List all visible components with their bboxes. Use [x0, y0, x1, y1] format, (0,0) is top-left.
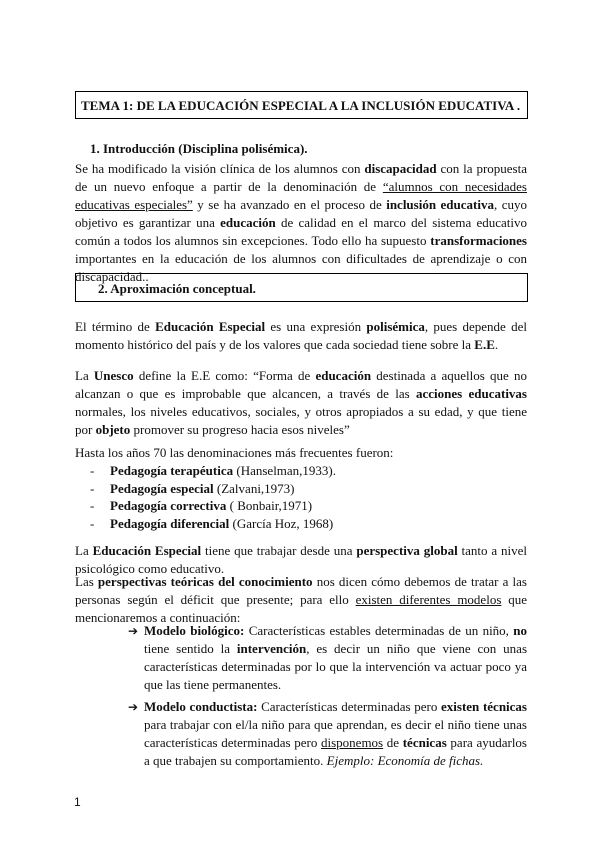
unesco-paragraph: La Unesco define la E.E como: “Forma de educación destinada a aquellos que no alcanzan o que es improbable que alcancen, a través de las acciones educativas normales, los niveles educativos, sociales, y otros apropiados a su edad, y que tiene por objeto promover su progreso hacia esos niveles” [75, 368, 527, 437]
page-number: 1 [74, 795, 81, 809]
section-2-heading-box [75, 273, 528, 302]
model-biologico: ➔ Modelo biológico: Características estables determinadas de un niño, no tiene sentido la intervención, es decir un niño que viene con unas características determinadas por lo que la intervención va actuar poco ya que las tiene permanentes. [128, 623, 527, 692]
section-1-heading: 1. Introducción (Disciplina polisémica). [90, 141, 308, 156]
theoretical-perspectives-paragraph: Las perspectivas teóricas del conocimiento nos dicen cómo debemos de tratar a las personas según el déficit que presente; para ello existen diferentes modelos que mencionaremos a continuación: [75, 574, 527, 625]
list-item: - Pedagogía terapéutica (Hanselman,1933). [90, 463, 337, 478]
list-item: - Pedagogía especial (Zalvani,1973) [90, 480, 295, 496]
denominations-intro: Hasta los años 70 las denominaciones más frecuentes fueron: [75, 445, 394, 460]
models-list [128, 622, 527, 774]
list-item: - Pedagogía correctiva ( Bonbair,1971) [90, 498, 313, 514]
definition-paragraph: El término de Educación Especial es una expresión polisémica, pues depende del momento histórico del país y de los valores que cada sociedad tiene sobre la E.E. [75, 319, 527, 352]
model-conductista: ➔ Modelo conductista: Características determinadas pero existen técnicas para trabajar con el/la niño para que aprendan, es decir el niño tiene unas características determinadas pero disponemos de técnicas para ayudarlos a que trabajen su comportamiento. Ejemplo: Economía de fichas. [128, 699, 527, 768]
denominations-list [90, 462, 336, 532]
global-perspective-paragraph: La Educación Especial tiene que trabajar desde una perspectiva global tanto a nivel psicológico como educativo. [75, 543, 527, 576]
arrow-icon: ➔ [128, 700, 139, 714]
title-box [75, 91, 528, 119]
arrow-icon: ➔ [128, 624, 139, 638]
list-item: - Pedagogía diferencial (García Hoz, 1968) [90, 515, 334, 531]
document-title: TEMA 1: DE LA EDUCACIÓN ESPECIAL A LA INCLUSIÓN EDUCATIVA . [81, 98, 521, 113]
section-2-heading: 2. Aproximación conceptual. [98, 281, 256, 296]
intro-paragraph: Se ha modificado la visión clínica de los alumnos con discapacidad con la propuesta de un nuevo enfoque a partir de la denominación de “alumnos con necesidades educativas especiales” y se ha avanzado en el proceso de inclusión educativa, cuyo objetivo es garantizar una educación de calidad en el marco del sistema educativo común a todos los alumnos sin excepciones. Todo ello ha supuesto transformaciones importantes en la educación de los alumnos con dificultades de aprendizaje o con discapacidad.. [75, 161, 527, 284]
